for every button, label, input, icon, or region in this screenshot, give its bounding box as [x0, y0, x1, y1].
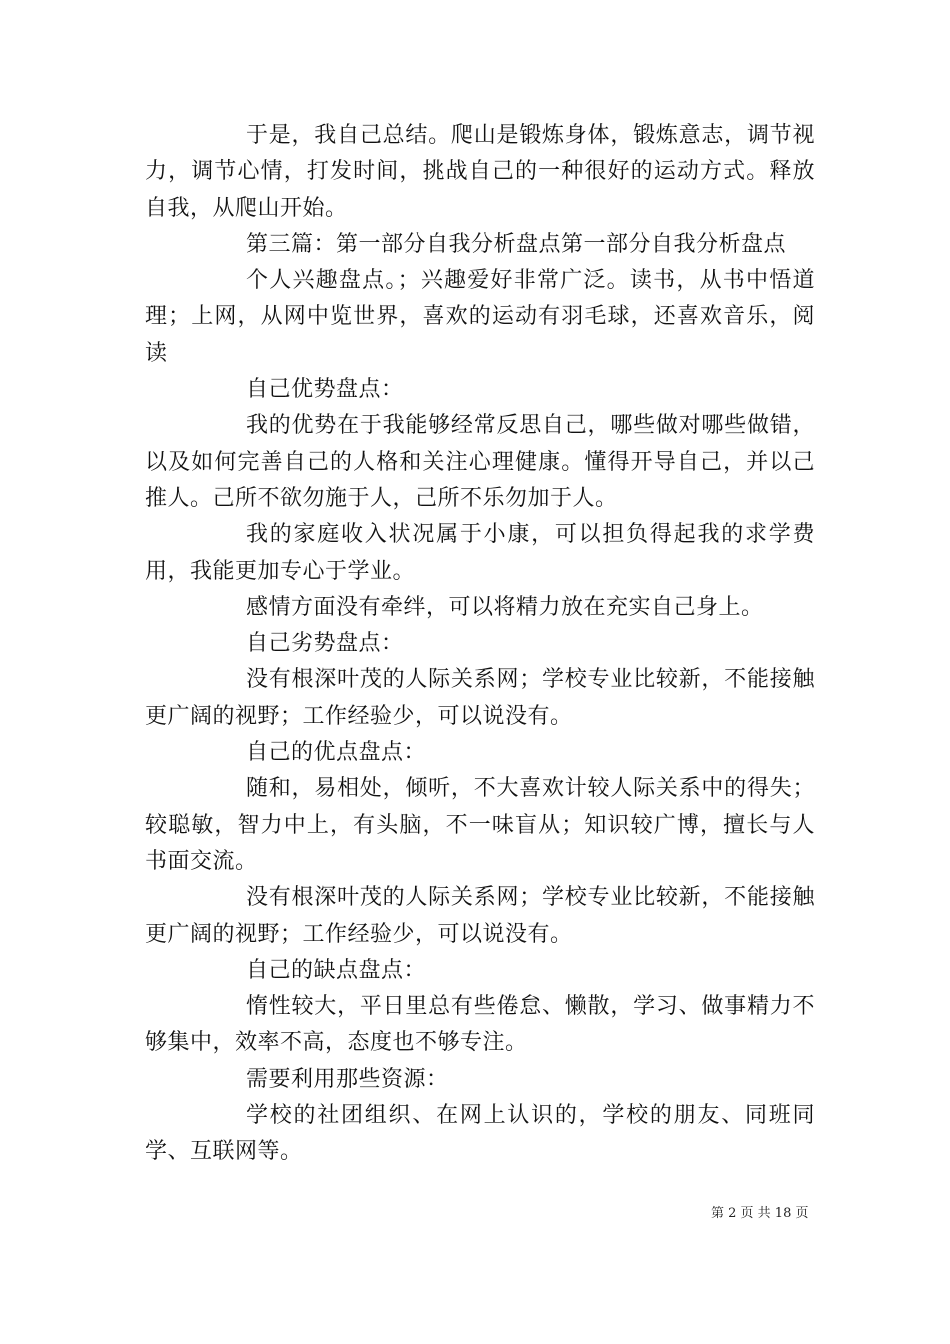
paragraph-strengths-emotion: 感情方面没有牵绊，可以将精力放在充实自己身上。 — [246, 594, 764, 620]
document-body — [145, 118, 815, 1171]
paragraph-resources: 学校的社团组织、在网上认识的，学校的朋友、同班同学、互联网等。 — [145, 1103, 815, 1165]
heading-shortcomings: 自己的缺点盘点： — [246, 957, 427, 983]
heading-strengths: 自己优势盘点： — [246, 377, 404, 403]
page-number-footer: 第 2 页 共 18 页 — [711, 1206, 809, 1221]
paragraph-strengths-reflection: 我的优势在于我能够经常反思自己，哪些做对哪些做错，以及如何完善自己的人格和关注心理健康。懂得开导自己，并以己推人。己所不欲勿施于人，己所不乐勿加于人。 — [145, 413, 815, 511]
heading-weaknesses: 自己劣势盘点： — [246, 631, 404, 657]
paragraph-strengths-family: 我的家庭收入状况属于小康，可以担负得起我的求学费用，我能更加专心于学业。 — [145, 522, 815, 584]
heading-merits: 自己的优点盘点： — [246, 740, 427, 766]
paragraph-weaknesses: 没有根深叶茂的人际关系网；学校专业比较新，不能接触更广阔的视野；工作经验少，可以说没有。 — [145, 667, 815, 729]
paragraph-merits-network: 没有根深叶茂的人际关系网；学校专业比较新，不能接触更广阔的视野；工作经验少，可以说没有。 — [145, 885, 815, 947]
paragraph-shortcomings: 惰性较大，平日里总有些倦怠、懒散，学习、做事精力不够集中，效率不高，态度也不够专注。 — [145, 994, 815, 1056]
paragraph-section-title: 第三篇：第一部分自我分析盘点第一部分自我分析盘点 — [246, 231, 787, 257]
paragraph-conclusion: 于是，我自己总结。爬山是锻炼身体，锻炼意志，调节视力，调节心情，打发时间，挑战自己的一种很好的运动方式。释放自我，从爬山开始。 — [145, 123, 815, 221]
paragraph-merits: 随和，易相处，倾听，不大喜欢计较人际关系中的得失；较聪敏，智力中上，有头脑，不一味盲从；知识较广博，擅长与人书面交流。 — [145, 776, 815, 874]
paragraph-interests: 个人兴趣盘点。；兴趣爱好非常广泛。读书，从书中悟道理；上网，从网中览世界，喜欢的运动有羽毛球，还喜欢音乐，阅读 — [145, 268, 815, 366]
heading-resources: 需要利用那些资源： — [246, 1066, 449, 1092]
